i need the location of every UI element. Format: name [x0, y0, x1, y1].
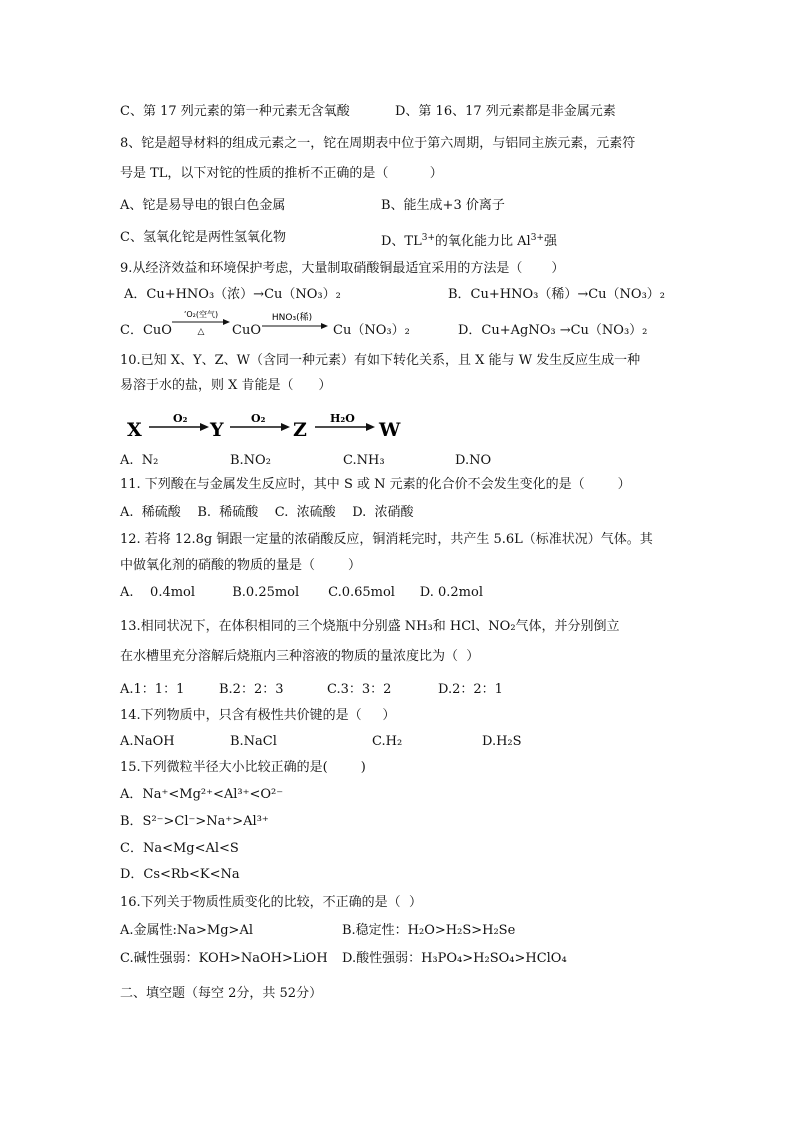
q9-option-c-label: C．CuO: [120, 323, 172, 338]
q9-stem: 9.从经济效益和环境保护考虑，大量制取硝酸铜最适宜采用的方法是（ ）: [120, 261, 565, 276]
q8-option-b: B、能生成+3 价离子: [381, 198, 505, 213]
q9-arrow1-label: ʼO₂(空气): [183, 310, 219, 319]
q15-stem: 15.下列微粒半径大小比较正确的是( ): [120, 760, 366, 775]
chain-x: X: [127, 419, 142, 441]
q9-option-d: D．Cu+AgNO₃ →Cu（NO₃）₂: [458, 323, 648, 338]
section-two-heading: 二、填空题（每空 2分，共 52分）: [120, 986, 323, 1001]
q14-option-a: A.NaOH: [120, 734, 175, 749]
chain-w: W: [379, 419, 401, 441]
q13-stem-line1: 13.相同状况下，在体积相同的三个烧瓶中分别盛 NH₃和 HCl、NO₂气体，并分别倒立: [120, 619, 620, 634]
q10-option-c: C.NH₃: [343, 453, 385, 468]
q16-option-d: D.酸性强弱：H₃PO₄>H₂SO₄>HClO₄: [342, 951, 567, 966]
q12-stem-line2: 中做氧化剂的硝酸的物质的量是（ ）: [120, 558, 362, 573]
q10-option-b: B.NO₂: [230, 453, 271, 468]
q14-option-c: C.H₂: [372, 734, 403, 749]
q15-option-b: B．S²⁻>Cl⁻>Na⁺>Al³⁺: [120, 814, 269, 829]
chain-z: Z: [293, 419, 307, 441]
q8-option-d: D、$TL^{3+}$的氧化能力比 $Al^{3+}$强: [381, 233, 557, 249]
q7-option-d: D、第 16、17 列元素都是非金属元素: [395, 104, 616, 119]
q16-option-b: B.稳定性：H₂O>H₂S>H₂Se: [342, 923, 516, 938]
q8-stem-line2: 号是 TL，以下对铊的性质的推析不正确的是（ ）: [120, 166, 443, 181]
q16-stem: 16.下列关于物质性质变化的比较，不正确的是（ ）: [120, 895, 422, 910]
q16-option-c: C.碱性强弱：KOH>NaOH>LiOH: [120, 951, 328, 966]
q9-arrow-hno3: [260, 310, 330, 336]
q13-option-a: A.1：1：1: [120, 682, 185, 697]
q8-option-a: A、铊是易导电的银白色金属: [120, 198, 286, 213]
q15-option-a: A．Na⁺<Mg²⁺<Al³⁺<O²⁻: [120, 787, 284, 802]
q15-option-d: D．Cs<Rb<K<Na: [120, 867, 240, 882]
q10-stem-line1: 10.已知 X、Y、Z、W（含同一种元素）有如下转化关系，且 X 能与 W 发生反应生成一种: [120, 353, 641, 368]
q12-options: A. 0.4mol B.0.25mol C.0.65mol D. 0.2mol: [120, 585, 483, 600]
chain-o2-2: O₂: [251, 412, 266, 425]
q14-option-d: D.H₂S: [482, 734, 522, 749]
q13-option-d: D.2：2：1: [438, 682, 503, 697]
chain-h2o: H₂O: [330, 412, 355, 425]
q9-option-a: A．Cu+HNO₃（浓）→Cu（NO₃）₂: [124, 287, 341, 302]
q13-option-b: B.2：2：3: [219, 682, 284, 697]
q16-option-a: A.金属性:Na>Mg>Al: [120, 923, 253, 938]
q8-stem-line1: 8、铊是超导材料的组成元素之一，铊在周期表中位于第六周期，与铝同主族元素，元素符: [120, 136, 636, 151]
q9-arrow1-heat: △: [197, 327, 205, 337]
chain-y: Y: [210, 419, 224, 441]
chain-o2-1: O₂: [173, 412, 188, 425]
q13-stem-line2: 在水槽里充分溶解后烧瓶内三种溶液的物质的量浓度比为（ ）: [120, 649, 480, 664]
q9-option-c-mid: CuO: [232, 323, 261, 338]
q15-option-c: C．Na<Mg<Al<S: [120, 841, 239, 856]
q9-option-b: B．Cu+HNO₃（稀）→Cu（NO₃）₂: [448, 287, 666, 302]
q10-option-a: A. N₂: [120, 453, 159, 468]
q7-option-c: C、第 17 列元素的第一种元素无含氧酸: [120, 104, 350, 119]
q9-arrow-o2-heat: [170, 308, 232, 338]
q11-stem: 11. 下列酸在与金属发生反应时，其中 S 或 N 元素的化合价不会发生变化的是（ ）: [120, 477, 631, 492]
q8-option-c: C、氢氧化铊是两性氢氧化物: [120, 230, 286, 245]
q10-stem-line2: 易溶于水的盐，则 X 肯能是（ ）: [120, 378, 332, 393]
q13-option-c: C.3：3：2: [327, 682, 392, 697]
q12-stem-line1: 12. 若将 12.8g 铜跟一定量的浓硝酸反应，铜消耗完时，共产生 5.6L（标准状况）气体。其: [120, 532, 653, 547]
q10-option-d: D.NO: [455, 453, 492, 468]
q11-options: A. 稀硫酸 B. 稀硫酸 C. 浓硫酸 D. 浓硝酸: [120, 505, 414, 520]
q9-arrow2-label: HNO₃(稀): [271, 313, 313, 323]
q14-stem: 14.下列物质中，只含有极性共价键的是（ ）: [120, 708, 396, 723]
q9-option-c-product: Cu（NO₃）₂: [333, 323, 410, 338]
q14-option-b: B.NaCl: [230, 734, 277, 749]
q10-conversion-chain: [127, 412, 417, 442]
